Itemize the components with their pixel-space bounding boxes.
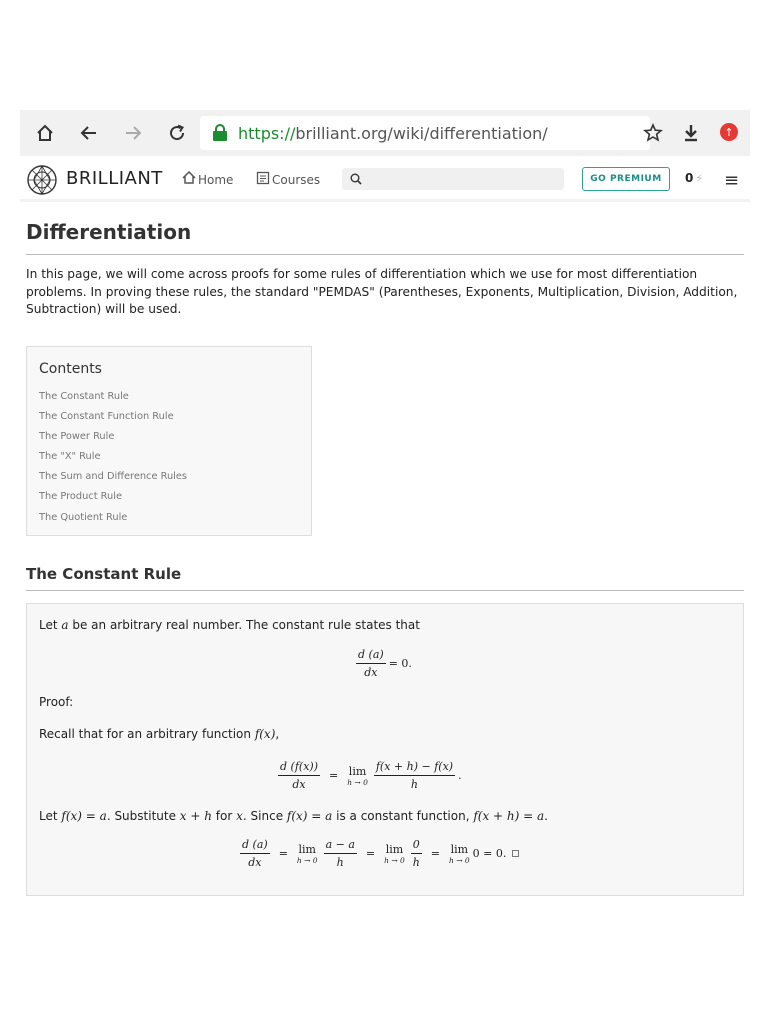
extension-upload-icon[interactable]: ↑ bbox=[720, 123, 738, 141]
brand-name[interactable]: BRILLIANT bbox=[66, 168, 163, 189]
nav-home-label: Home bbox=[198, 172, 234, 187]
home-icon bbox=[182, 171, 196, 188]
equation-constant-proof: $\frac{d (a)}{dx}$ = lim h → 0 $\frac{a - a}{h}$ = lim h → 0 $\frac{0}{h}$ = lim h → 0 0 = 0. bbox=[237, 838, 519, 869]
site-header bbox=[20, 158, 750, 202]
page-title: Differentiation bbox=[26, 220, 192, 244]
go-premium-button[interactable]: GO PREMIUM bbox=[582, 167, 670, 191]
proof-label: Proof: bbox=[39, 695, 74, 709]
contents-link-constant-rule[interactable]: The Constant Rule bbox=[39, 391, 129, 402]
constant-rule-statement: Let a be an arbitrary real number. The constant rule states that bbox=[39, 618, 420, 632]
brilliant-logo-icon[interactable] bbox=[26, 164, 58, 196]
nav-courses[interactable] bbox=[256, 171, 320, 189]
home-icon[interactable] bbox=[34, 122, 56, 144]
contents-link-sum-difference-rules[interactable]: The Sum and Difference Rules bbox=[39, 471, 188, 483]
url-text[interactable]: https://brilliant.org/wiki/differentiation/ bbox=[238, 123, 548, 143]
lock-icon bbox=[212, 124, 228, 142]
hamburger-menu-icon[interactable]: ≡ bbox=[724, 170, 740, 191]
table-of-contents bbox=[26, 346, 312, 536]
contents-link-product-rule[interactable]: The Product Rule bbox=[39, 491, 122, 503]
search-box[interactable] bbox=[342, 168, 564, 190]
courses-icon bbox=[256, 171, 270, 189]
forward-arrow-icon[interactable] bbox=[122, 122, 144, 144]
lightning-bolt-icon: ⚡︎ bbox=[695, 172, 704, 185]
nav-home[interactable] bbox=[182, 171, 233, 188]
section-title: The Constant Rule bbox=[26, 565, 182, 583]
energy-count: 0 bbox=[685, 171, 694, 185]
proof-box bbox=[26, 603, 744, 896]
equation-derivative-definition: $\frac{d (f(x))}{dx}$ = lim h → 0 $\frac{f(x + h) - f(x)}{h}$ . bbox=[280, 760, 462, 791]
equation-constant-rule: $\frac{d (a)}{dx}$ = 0. bbox=[358, 648, 412, 679]
recall-statement: Recall that for an arbitrary function f(x), bbox=[39, 727, 280, 741]
bookmark-star-icon[interactable] bbox=[642, 122, 664, 144]
contents-link-power-rule[interactable]: The Power Rule bbox=[39, 431, 115, 443]
qed-square-icon bbox=[512, 850, 519, 857]
contents-link-x-rule[interactable]: The "X" Rule bbox=[39, 451, 101, 463]
reload-icon[interactable] bbox=[166, 122, 188, 144]
energy-counter[interactable] bbox=[685, 171, 703, 185]
address-bar[interactable] bbox=[200, 116, 650, 150]
browser-toolbar bbox=[20, 110, 750, 156]
search-input[interactable] bbox=[368, 173, 548, 185]
contents-link-constant-function-rule[interactable]: The Constant Function Rule bbox=[39, 411, 174, 423]
search-icon bbox=[350, 170, 362, 189]
intro-paragraph: In this page, we will come across proofs for some rules of differentiation which we use for most differentiation problems. In proving these rules, the standard "PEMDAS" (Parentheses, Exponents, Multiplication, Division, Addition, Subtraction) will be used. bbox=[26, 267, 738, 316]
section-divider bbox=[26, 590, 744, 591]
nav-courses-label: Courses bbox=[272, 173, 321, 187]
contents-link-quotient-rule[interactable]: The Quotient Rule bbox=[39, 511, 128, 523]
title-divider bbox=[26, 254, 744, 255]
back-arrow-icon[interactable] bbox=[78, 122, 100, 144]
download-icon[interactable] bbox=[680, 122, 702, 144]
contents-title: Contents bbox=[39, 361, 102, 377]
substitution-statement: Let f(x) = a. Substitute x + h for x. Since f(x) = a is a constant function, f(x + h) = a. bbox=[39, 809, 548, 823]
